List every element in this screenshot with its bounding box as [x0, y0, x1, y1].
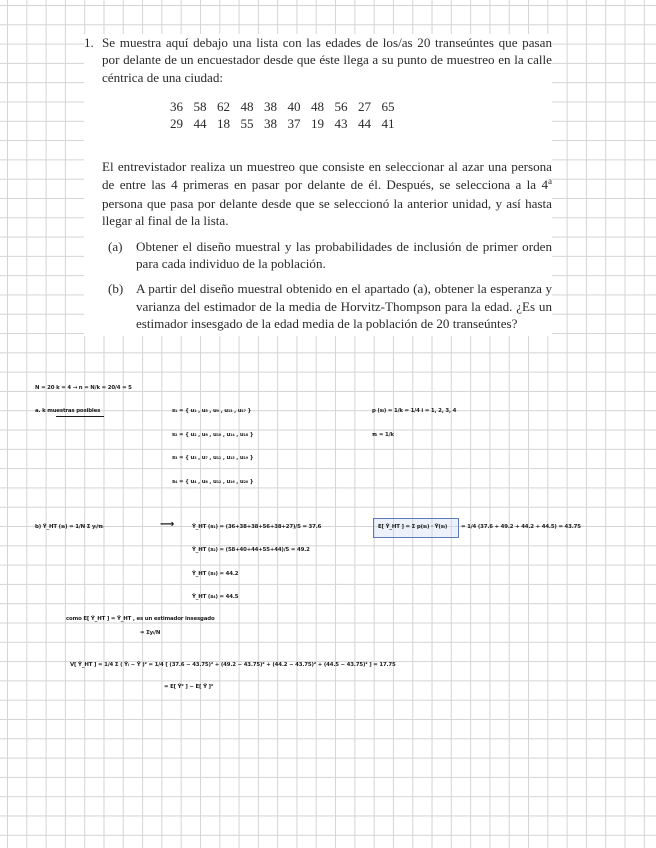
age-value: 29	[170, 116, 184, 132]
hw-sample-probability: p (sᵢ) = 1/k = 1/4 i = 1, 2, 3, 4	[372, 408, 457, 414]
hw-expectation-result: = 1/4 (37.6 + 49.2 + 44.2 + 44.5) = 43.75	[461, 524, 581, 530]
ages-list	[170, 98, 552, 133]
hw-estimate-s4: Ŷ_HT (s₄) = 44.5	[192, 594, 239, 600]
hw-sample-1: s₁ = { u₁ , u₅ , u₉ , u₁₃ , u₁₇ }	[172, 408, 252, 414]
hw-part-a-label: a. k muestras posibles	[35, 408, 101, 414]
sampling-paragraph	[102, 158, 552, 229]
hw-expectation-boxed: E[ Ŷ_HT ] = Σ p(sᵢ) · Ŷ(sᵢ)	[378, 524, 448, 530]
age-value: 38	[264, 116, 278, 132]
part-label: (b)	[108, 281, 124, 297]
hw-estimate-s3: Ŷ_HT (s₃) = 44.2	[192, 571, 239, 577]
hw-ht-estimator: b) Ŷ_HT (sᵢ) = 1/N Σ yᵢ/πᵢ	[35, 524, 104, 530]
part-label: (a)	[108, 238, 123, 254]
age-value: 55	[240, 116, 254, 132]
arrow-right-icon: ⟶	[160, 519, 175, 530]
problem-statement	[84, 34, 552, 336]
age-value: 19	[311, 116, 325, 132]
age-value: 41	[381, 116, 395, 132]
age-value: 27	[358, 98, 372, 114]
age-value: 48	[240, 98, 254, 114]
ordinal-superscript: a	[548, 175, 552, 186]
age-value: 36	[170, 98, 184, 114]
age-value: 37	[287, 116, 301, 132]
ages-row-1	[170, 98, 552, 115]
age-value: 44	[358, 116, 372, 132]
hw-underline	[56, 416, 104, 417]
hw-estimate-s2: Ŷ_HT (s₂) = (58+40+44+55+44)/5 = 49.2	[192, 547, 310, 553]
part-text: A partir del diseño muestral obtenido en el apartado (a), obtener la esperanza y varianza del estimador de la media de Horvitz-Thompson para la edad. ¿Es un estimador insesgado de la edad media de la población de 20 transeúntes?	[136, 281, 552, 331]
age-value: 56	[334, 98, 348, 114]
age-value: 48	[311, 98, 325, 114]
hw-variance: V[ Ŷ_HT ] = 1/4 Σ ( Ŷᵢ − Ȳ )² = 1/4 [ (37.6 − 43.75)² + (49.2 − 43.75)² + (44.2 − 43.75)² + (44.5 − 43.75)² ] = 17.75	[70, 662, 396, 668]
ages-row-2	[170, 115, 552, 132]
hw-variance-identity: = E[ Ŷ² ] − E[ Ŷ ]²	[164, 684, 214, 690]
part-a	[108, 238, 552, 273]
hw-estimate-s1: Ŷ_HT (s₁) = (36+38+38+56+38+27)/5 = 37.6	[192, 524, 322, 530]
hw-sample-4: s₄ = { u₄ , u₈ , u₁₂ , u₁₆ , u₂₀ }	[172, 479, 254, 485]
intro-text: Se muestra aquí debajo una lista con las edades de los/as 20 transeúntes que pasan por delante de un encuestador desde que éste llega a su punto de muestreo en la calle céntrica de una ciudad:	[102, 35, 552, 85]
age-value: 62	[217, 98, 231, 114]
hw-population-mean: = Σyᵢ/N	[140, 630, 161, 636]
age-value: 43	[334, 116, 348, 132]
age-value: 38	[264, 98, 278, 114]
problem-number: 1.	[84, 35, 94, 50]
paragraph-text-end: persona que pasa por delante desde que se seleccionó la anterior unidad, y así hasta llegar al final de la lista.	[102, 196, 552, 229]
age-value: 44	[193, 116, 207, 132]
paragraph-text: El entrevistador realiza un muestreo que consiste en seleccionar al azar una persona de entre las 4 primeras en pasar por delante de él. Después, se selecciona a la 4	[102, 159, 552, 192]
part-b	[108, 280, 552, 332]
problem-intro	[84, 34, 552, 86]
part-text: Obtener el diseño muestral y las probabilidades de inclusión de primer orden para cada individuo de la población.	[136, 238, 552, 271]
hw-inclusion-probability: πᵢ = 1/k	[372, 432, 394, 438]
hw-sample-3: s₃ = { u₃ , u₇ , u₁₁ , u₁₅ , u₁₉ }	[172, 455, 254, 461]
age-value: 18	[217, 116, 231, 132]
hw-unbiased-note: como E[ Ŷ_HT ] = Ȳ_HT , es un estimador insesgado	[66, 616, 215, 622]
age-value: 40	[287, 98, 301, 114]
hw-sample-2: s₂ = { u₂ , u₆ , u₁₀ , u₁₄ , u₁₈ }	[172, 432, 254, 438]
age-value: 58	[193, 98, 207, 114]
age-value: 65	[381, 98, 395, 114]
hw-sample-size: N = 20 k = 4 → n = N/k = 20/4 = 5	[35, 385, 132, 391]
